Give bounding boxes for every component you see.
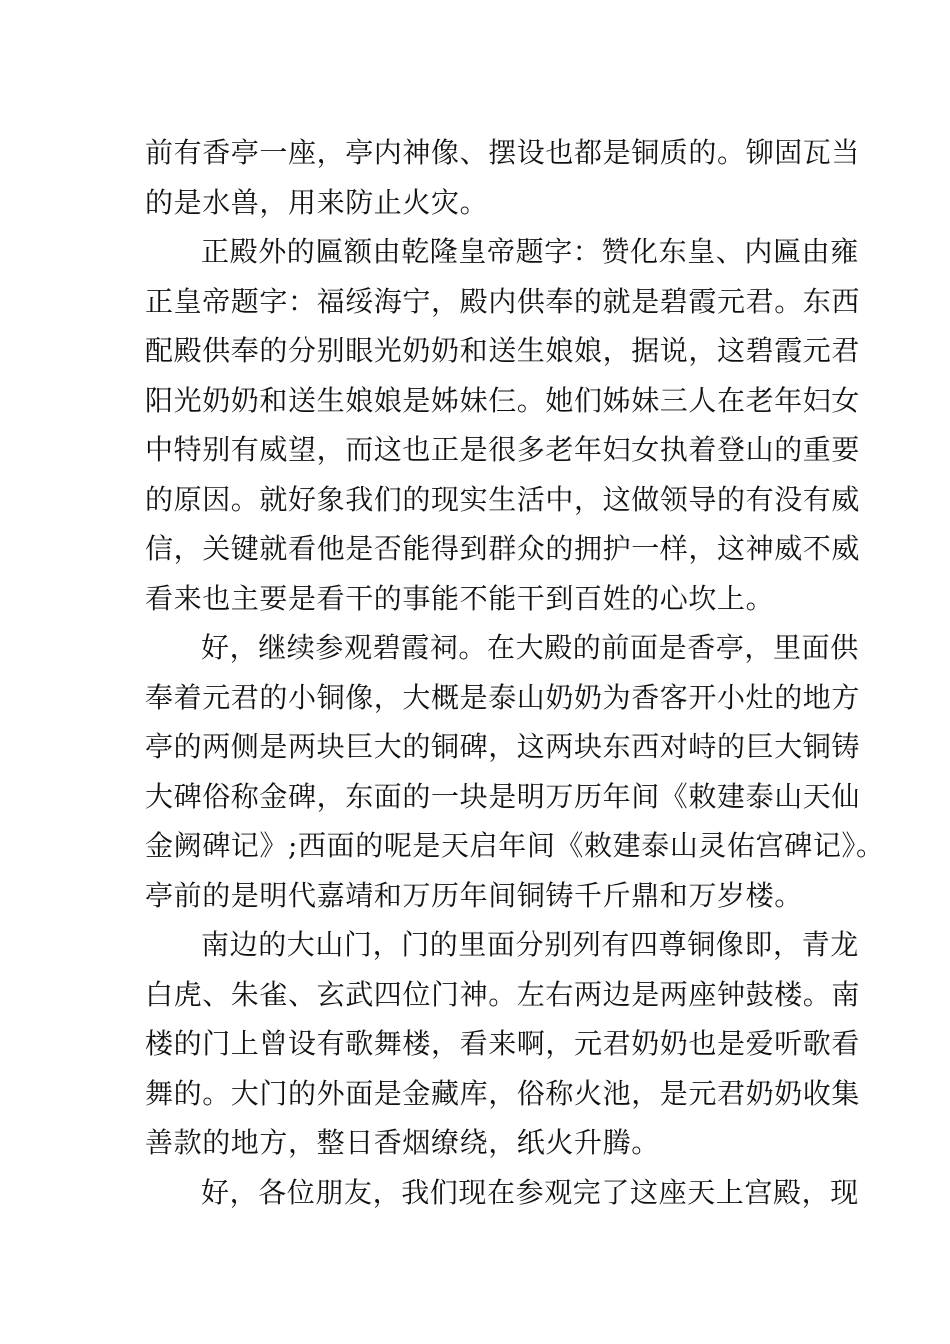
text-line: 楼的门上曾设有歌舞楼，看来啊，元君奶奶也是爱听歌看 [145,1027,861,1060]
text-line: 看来也主要是看干的事能不能干到百姓的心坎上。 [145,581,775,615]
text-line: 阳光奶奶和送生娘娘是姊妹仨。她们姊妹三人在老年妇女 [145,383,861,417]
text-line: 善款的地方，整日香烟缭绕，纸火升腾。 [145,1126,660,1159]
text-line: 的是水兽，用来防止火灾。 [145,185,489,219]
text-line: 大碑俗称金碑，东面的一块是明万历年间《敕建泰山天仙 [145,779,861,813]
text-line: 舞的。大门的外面是金藏库，俗称火池，是元君奶奶收集 [145,1076,861,1110]
text-line: 配殿供奉的分别眼光奶奶和送生娘娘，据说，这碧霞元君 [145,334,861,367]
text-line: 正皇帝题字：福绥海宁，殿内供奉的就是碧霞元君。东西 [145,284,861,318]
document-body [145,128,885,1217]
paragraph-start-line: 好，继续参观碧霞祠。在大殿的前面是香亭，里面供 [201,631,859,664]
text-line: 金阙碑记》;西面的呢是天启年间《敕建泰山灵佑宫碑记》。 [145,829,885,862]
text-line: 白虎、朱雀、玄武四位门神。左右两边是两座钟鼓楼。南 [145,977,861,1011]
text-line: 亭前的是明代嘉靖和万历年间铜铸千斤鼎和万岁楼。 [145,878,803,912]
text-line: 前有香亭一座，亭内神像、摆设也都是铜质的。铆固瓦当 [145,136,861,169]
paragraph-start-line: 好，各位朋友，我们现在参观完了这座天上宫殿，现 [201,1175,859,1209]
text-line: 奉着元君的小铜像，大概是泰山奶奶为香客开小灶的地方 [145,680,861,714]
text-line: 的原因。就好象我们的现实生活中，这做领导的有没有威 [145,482,861,516]
text-line: 中特别有威望，而这也正是很多老年妇女执着登山的重要 [145,433,861,466]
paragraph-start-line: 正殿外的匾额由乾隆皇帝题字：赞化东皇、内匾由雍 [201,235,859,268]
paragraph-start-line: 南边的大山门，门的里面分别列有四尊铜像即，青龙 [201,928,859,961]
text-line: 信，关键就看他是否能得到群众的拥护一样，这神威不威 [145,532,861,565]
text-line: 亭的两侧是两块巨大的铜碑，这两块东西对峙的巨大铜铸 [145,730,861,763]
